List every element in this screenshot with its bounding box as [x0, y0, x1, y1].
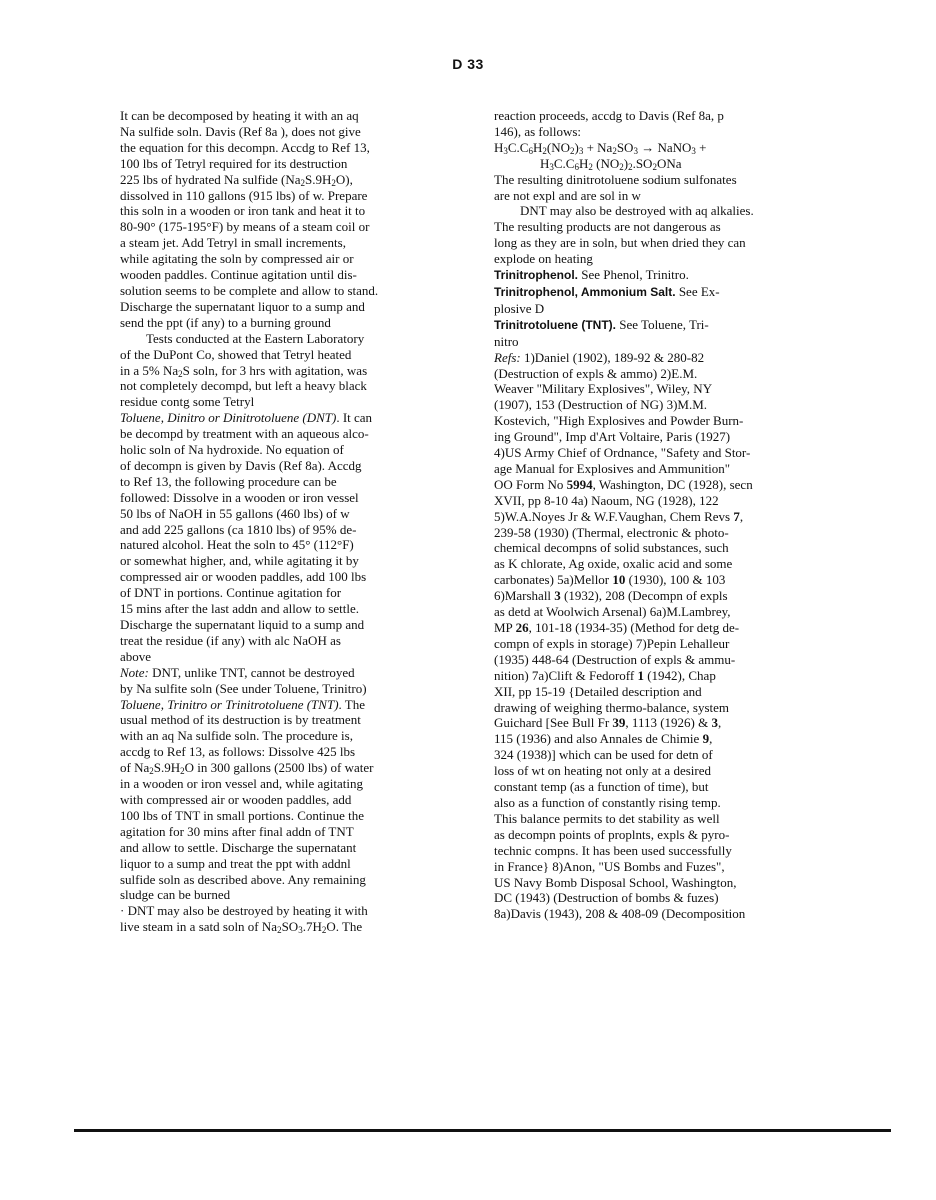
text-line: while agitating the soln by compressed air or: [120, 251, 354, 267]
text-line: explode on heating: [494, 251, 593, 267]
text-line: also as a function of constantly rising temp.: [494, 794, 721, 810]
text-line: treat the residue (if any) with alc NaOH as: [120, 632, 341, 648]
text-line: Refs: 1)Daniel (1902), 189-92 & 280-82: [494, 349, 705, 365]
text-line: (Destruction of expls & ammo) 2)E.M.: [494, 365, 698, 381]
text-line: wooden paddles. Continue agitation until dis-: [120, 267, 357, 283]
text-line: holic soln of Na hydroxide. No equation of: [120, 442, 344, 458]
text-line: this soln in a wooden or iron tank and heat it to: [120, 203, 366, 219]
text-line: to Ref 13, the following procedure can be: [120, 473, 337, 489]
text-line: Toluene, Trinitro or Trinitrotoluene (TNT). The: [120, 696, 366, 712]
text-line: Note: DNT, unlike TNT, cannot be destroyed: [120, 664, 355, 680]
text-line: 225 lbs of hydrated Na sulfide $(Na_2S.9H_2O)$,: [120, 171, 353, 188]
text-line: a steam jet. Add Tetryl in small increments,: [120, 235, 346, 251]
text-line: and add 225 gallons (ca 1810 lbs) of 95% de-: [120, 521, 357, 537]
text-line: 80-90° (175-195°F) by means of a steam coil or: [120, 219, 370, 235]
text-line: 5)W.A.Noyes Jr & W.F.Vaughan, Chem Revs 7,: [494, 508, 744, 524]
text-line: technic compns. It has been used successfully: [494, 842, 732, 858]
text-line: reaction proceeds, accdg to Davis (Ref 8a, p: [494, 108, 724, 123]
text-line: ing Ground", Imp d'Art Voltaire, Paris (1927): [494, 429, 731, 445]
text-line: natured alcohol. Heat the soln to 45° (112°F): [120, 537, 354, 553]
text-line: Na sulfide soln. Davis (Ref 8a ), does not give: [120, 123, 361, 139]
text-line: It can be decomposed by heating it with an aq: [120, 108, 359, 123]
text-line: by Na sulfite soln (See under Toluene, Trinitro): [120, 680, 367, 696]
text-line: The resulting products are not dangerous as: [494, 219, 721, 235]
text-line: constant temp (as a function of time), but: [494, 779, 709, 795]
text-line: of the DuPont Co, showed that Tetryl heated: [120, 346, 352, 362]
text-line: drawing of weighing thermo-balance, system: [494, 699, 730, 715]
text-line: compn of expls in storage) 7)Pepin Lehalleur: [494, 635, 730, 651]
text-line: accdg to Ref 13, as follows: Dissolve 425 lbs: [120, 744, 356, 760]
text-line: Trinitrotoluene (TNT). See Toluene, Tri-: [494, 316, 709, 332]
text-line: be decompd by treatment with an aqueous alco-: [120, 426, 369, 442]
text-line: sulfide soln as described above. Any remaining: [120, 871, 366, 887]
text-line: as K chlorate, Ag oxide, oxalic acid and some: [494, 556, 733, 572]
text-line: Tests conducted at the Eastern Laboratory: [146, 330, 365, 346]
text-line: (1907), 153 (Destruction of NG) 3)M.M.: [494, 397, 708, 413]
page-number: D 33: [452, 56, 484, 72]
text-line: age Manual for Explosives and Ammunition": [494, 460, 731, 476]
text-line: 115 (1936) and also Annales de Chimie 9,: [494, 731, 713, 747]
text-line: plosive D: [494, 300, 545, 316]
text-line: XVII, pp 8-10 4a) Naoum, NG (1928), 122: [494, 492, 719, 508]
text-line: Discharge the supernatant liquid to a sump and: [120, 617, 365, 632]
text-line: dissolved in 110 gallons (915 lbs) of w. Prepare: [120, 187, 368, 203]
text-line: Trinitrophenol. See Phenol, Trinitro.: [494, 267, 689, 283]
left-column: [120, 108, 460, 935]
text-line: OO Form No 5994, Washington, DC (1928), secn: [494, 476, 753, 492]
text-line: loss of wt on heating not only at a desired: [494, 763, 711, 779]
text-line: (1935) 448-64 (Destruction of expls & ammu-: [494, 651, 736, 667]
text-line: sludge can be burned: [120, 887, 231, 903]
text-line: 15 mins after the last addn and allow to settle.: [120, 601, 359, 617]
text-line: nitro: [494, 333, 519, 349]
text-line: solution seems to be complete and allow to stand.: [120, 282, 379, 298]
text-line: chemical decompns of solid substances, such: [494, 540, 729, 556]
text-line: and allow to settle. Discharge the supernatant: [120, 839, 357, 855]
text-line: · DNT may also be destroyed by heating it with: [120, 903, 368, 919]
text-line: 4)US Army Chief of Ordnance, "Safety and Stor-: [494, 445, 751, 461]
text-line: of DNT in portions. Continue agitation for: [120, 585, 342, 601]
text-line: Guichard [See Bull Fr 39, 1113 (1926) & 3,: [494, 715, 722, 731]
text-line: in a 5% $Na_2S$ soln, for 3 hrs with agitation, was: [120, 362, 368, 379]
right-column: [494, 108, 824, 922]
text-line: 239-58 (1930) (Thermal, electronic & photo-: [494, 524, 729, 540]
text-line: live steam in a satd soln of $Na_2SO_3.7H_2O$. The: [120, 919, 363, 936]
text-line: liquor to a sump and treat the ppt with addnl: [120, 855, 351, 871]
text-line: the equation for this decompn. Accdg to Ref 13,: [120, 139, 370, 155]
text-line: compressed air or wooden paddles, add 100 lbs: [120, 569, 367, 585]
text-line: are not expl and are sol in w: [494, 187, 641, 203]
text-line: in France} 8)Anon, "US Bombs and Fuzes",: [494, 858, 725, 874]
text-line: followed: Dissolve in a wooden or iron vessel: [120, 489, 359, 505]
text-line: residue contg some Tetryl: [120, 394, 255, 410]
footer-rule: [74, 1129, 891, 1132]
text-line: MP 26, 101-18 (1934-35) (Method for detg de-: [494, 620, 740, 635]
text-line: agitation for 30 mins after final addn of TNT: [120, 823, 354, 839]
text-line: send the ppt (if any) to a burning ground: [120, 314, 331, 330]
text-line: nition) 7a)Clift & Fedoroff 1 (1942), Chap: [494, 667, 716, 683]
text-line: DNT may also be destroyed with aq alkalies.: [520, 203, 754, 219]
text-line: with an aq Na sulfide soln. The procedure is,: [120, 728, 353, 744]
text-line: Discharge the supernatant liquor to a sump and: [120, 298, 365, 314]
text-line: 50 lbs of NaOH in 55 gallons (460 lbs) of w: [120, 505, 350, 521]
text-line: Toluene, Dinitro or Dinitrotoluene (DNT). It can: [120, 410, 373, 426]
text-line: 100 lbs of Tetryl required for its destruction: [120, 155, 348, 171]
text-line: long as they are in soln, but when dried they can: [494, 235, 746, 251]
text-line: 100 lbs of TNT in small portions. Continue the: [120, 807, 364, 823]
text-line: 6)Marshall 3 (1932), 208 (Decompn of expls: [494, 588, 728, 604]
text-line: The resulting dinitrotoluene sodium sulfonates: [494, 171, 737, 187]
text-line: 324 (1938)] which can be used for detn of: [494, 747, 713, 763]
text-line: not completely decompd, but left a heavy black: [120, 378, 367, 394]
text-line: carbonates) 5a)Mellor 10 (1930), 100 & 103: [494, 572, 726, 588]
text-line: Trinitrophenol, Ammonium Salt. See Ex-: [494, 283, 720, 299]
text-line: 8a)Davis (1943), 208 & 408-09 (Decomposition: [494, 906, 746, 922]
text-line: of $Na_2S.9H_2O$ in 300 gallons (2500 lbs) of water: [120, 760, 374, 777]
text-line: Weaver "Military Explosives", Wiley, NY: [494, 381, 713, 397]
text-line: $H_3C.C_6H_2$ $(NO_2)_2.SO_2ONa$: [540, 155, 682, 172]
text-line: of decompn is given by Davis (Ref 8a). Accdg: [120, 457, 362, 473]
text-line: XII, pp 15-19 {Detailed description and: [494, 683, 702, 699]
text-line: with compressed air or wooden paddles, add: [120, 791, 352, 807]
text-line: This balance permits to det stability as well: [494, 810, 720, 826]
text-line: as detd at Woolwich Arsenal) 6a)M.Lambrey,: [494, 604, 731, 620]
text-line: or somewhat higher, and, while agitating it by: [120, 553, 359, 569]
text-line: DC (1943) (Destruction of bombs & fuzes): [494, 890, 719, 906]
text-line: usual method of its destruction is by treatment: [120, 712, 361, 728]
text-line: Kostevich, "High Explosives and Powder Burn-: [494, 413, 744, 429]
text-line: US Navy Bomb Disposal School, Washington,: [494, 874, 737, 890]
text-line: as decompn points of proplnts, expls & pyro-: [494, 826, 730, 842]
text-line: 146), as follows:: [494, 123, 582, 139]
text-line: above: [120, 648, 152, 664]
text-line: in a wooden or iron vessel and, while agitating: [120, 776, 363, 792]
text-line: $H_3C.C_6H_2(NO_2)_3 + Na_2SO_3$ → NaNO$_3$ +: [494, 139, 707, 156]
